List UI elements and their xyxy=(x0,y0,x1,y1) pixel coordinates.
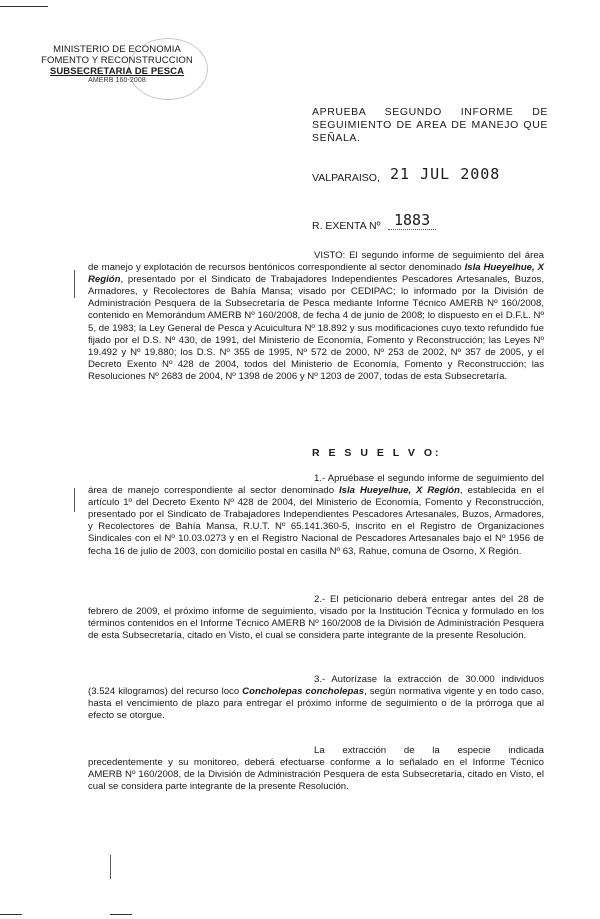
resolution-number: 1883 xyxy=(388,211,436,230)
visto-paragraph xyxy=(88,250,544,383)
document-date: 21 JUL 2008 xyxy=(390,165,501,183)
bottom-left-mark xyxy=(0,914,22,915)
item-3-rest: , según normativa vigente y en todo caso, hasta el vencimiento de plazo para entregar el próximo informe de seguimiento o de la prórroga que al efecto se otorgue. xyxy=(88,686,544,722)
resolution-label: R. EXENTA Nº xyxy=(312,220,381,232)
letterhead-reference: AMERB 160-2008 xyxy=(88,77,146,84)
visto-sector: Isla Hueyelhue, X Región xyxy=(88,262,544,286)
letterhead-ministry: MINISTERIO DE ECONOMIA xyxy=(53,44,181,55)
resuelvo-heading: R E S U E L V O: xyxy=(312,447,442,459)
item-2-rest: febrero de 2009, el próximo informe de seguimiento, visado por la Institución Técnica y formulado en los términos contenidos en el Informe Técnico AMERB Nº 160/2008 de la División de Administración Pesquera de esta Subsecretaría, citado en Visto, el cual se considera parte integrante de la presente Resolución. xyxy=(88,606,544,642)
document-subject: APRUEBA SEGUNDO INFORME DE SEGUIMIENTO DE AREA DE MANEJO QUE SEÑALA. xyxy=(312,106,548,144)
margin-mark xyxy=(74,488,75,512)
resolution-item-3 xyxy=(88,674,544,722)
item-3-species: Concholepas concholepas xyxy=(242,686,365,698)
item-1-sector: Isla Hueyelhue, X Región xyxy=(339,485,460,497)
visto-body: área de manejo y explotación de recursos bentónicos correspondiente al sector denominado xyxy=(88,250,544,274)
item-4-lead: La extracción de la especie indicada xyxy=(314,745,544,756)
item-3-lead: 3.- Autorízase la extracción de 30.000 individuos xyxy=(314,674,544,685)
item-1-lead: 1.- Apruébase el segundo informe de seguimiento xyxy=(314,473,529,484)
visto-lead: VISTO: El segundo informe de seguimiento del xyxy=(314,250,521,261)
item-2-lead: 2.- El peticionario deberá entregar antes del 28 de xyxy=(314,594,544,605)
top-left-mark xyxy=(0,6,48,7)
resolution-item-4 xyxy=(88,745,544,793)
visto-rest: , presentado por el Sindicato de Trabajadores Independientes Pescadores Artesanales, Buzos, Armadores, y Recolectores de Bahía Mansa; visado por CEDIPAC; lo informado por la División de Administración Pesquera de la Subsecretaría de Pesca mediante Informe Técnico AMERB Nº 160/2008, contenido en Memorándum AMERB Nº 160/2008, de fecha 4 de junio de 2008; lo dispuesto en el D.F.L. Nº 5, de 1983; la Ley General de Pesca y Acuicultura Nº 18.892 y sus modificaciones cuyo texto refundido fue fijado por el D.S. Nº 430, de 1991, del Ministerio de Economía, Fomento y Reconstrucción; las Leyes Nº 19.492 y Nº 19.880; los D.S. Nº 355 de 1995, Nº 572 de 2000, Nº 253 de 2002, Nº 357 de 2005, y el Decreto Exento Nº 428 de 2004, todos del Ministerio de Economía, Fomento y Reconstrucción; las Resoluciones Nº 2683 de 2004, Nº 1398 de 2006 y Nº 1203 de 2007, todas de esta Subsecretaría. xyxy=(88,274,544,382)
resolution-item-1 xyxy=(88,473,544,558)
margin-mark xyxy=(74,270,75,298)
place-label: VALPARAISO, xyxy=(312,172,380,184)
item-4-rest: precedentemente y su monitoreo, deberá efectuarse conforme a lo señalado en el Informe Técnico AMERB Nº 160/2008, de la División de Administración Pesquera de esta Subsecretaría, citado en Visto, el cual se considera parte integrante de la presente Resolución. xyxy=(88,757,544,793)
letterhead-ministry-2: FOMENTO Y RECONSTRUCCION xyxy=(41,55,193,66)
item-1-rest: , establecida en el artículo 1º del Decreto Exento Nº 428 de 2004, del Ministerio de Economía, Fomento y Reconstrucción, presentado por el Sindicato de Trabajadores Independientes Pescadores Artesanales, Buzos, Armadores, y Recolectores de Bahía Mansa, R.U.T. Nº 65.141.360-5, inscrito en el Registro de Organizaciones Sindicales con el Nº 10.03.0273 y en el Registro Nacional de Pescadores Artesanales bajo el Nº 1956 de fecha 16 de julio de 2003, con domicilio postal en casilla Nº 63, Rahue, comuna de Osorno, X Región. xyxy=(88,485,545,557)
item-1-body: del área de manejo correspondiente al sector denominado xyxy=(88,473,545,497)
resolution-item-2 xyxy=(88,594,544,642)
letterhead xyxy=(22,44,212,85)
margin-mark xyxy=(110,855,111,879)
letterhead-subsecretaria: SUBSECRETARIA DE PESCA xyxy=(49,66,185,77)
bottom-mark xyxy=(110,914,132,915)
item-3-pre: (3.524 kilogramos) del recurso loco xyxy=(88,686,243,698)
